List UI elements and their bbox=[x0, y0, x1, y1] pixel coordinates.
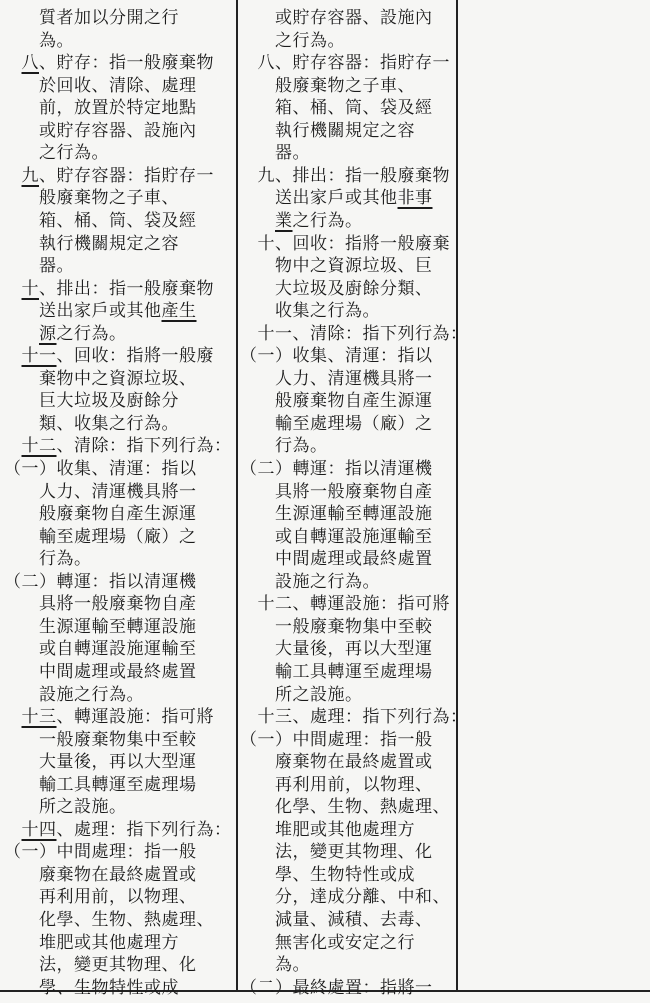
text-span: 執行機關規定之容 bbox=[240, 120, 415, 141]
text-span: 、貯存容器：指貯存一 bbox=[39, 165, 214, 186]
text-span: （一）中間處理：指一般 bbox=[240, 729, 433, 750]
text-span: 之行為。 bbox=[4, 143, 109, 164]
text-span: 所之設施。 bbox=[4, 797, 127, 818]
column-divider-left bbox=[236, 0, 238, 992]
text-span: 無害化或安定之行 bbox=[240, 932, 415, 953]
text-span: 再利用前，以物理、 bbox=[4, 887, 197, 908]
text-span: 法，變更其物理、化 bbox=[240, 842, 433, 863]
text-span: 箱、桶、筒、袋及經 bbox=[240, 98, 433, 119]
text-span: 十二、轉運設施：指可將 bbox=[240, 594, 450, 615]
text-span: 八、貯存容器：指貯存一 bbox=[240, 53, 450, 74]
text-span: 大量後，再以大型運 bbox=[4, 752, 197, 773]
text-span: 送出家戶或其他 bbox=[4, 301, 162, 322]
underlined-text: 源 bbox=[39, 323, 57, 344]
text-span: 生源運輸至轉運設施 bbox=[4, 616, 197, 637]
text-span: 之行為。 bbox=[240, 30, 345, 51]
text-span: 人力、清運機具將一 bbox=[4, 481, 197, 502]
underlined-text: 產生 bbox=[161, 301, 197, 322]
text-span: 再利用前，以物理、 bbox=[240, 774, 433, 795]
text-span: （一）收集、清運：指以 bbox=[240, 346, 433, 367]
text-span: （二）轉運：指以清運機 bbox=[240, 459, 433, 479]
text-span: 送出家戶或其他 bbox=[240, 188, 398, 209]
text-span: 十三、處理：指下列行為： bbox=[240, 707, 468, 728]
text-span: 或自轉運設施運輸至 bbox=[240, 526, 433, 547]
text-span: 、處理：指下列行為： bbox=[56, 819, 232, 840]
text-span: 輸至處理場（廠）之 bbox=[240, 413, 433, 434]
text-span: 物中之資源垃圾、巨 bbox=[240, 256, 433, 277]
text-span: （二）最終處置：指將一 bbox=[240, 977, 433, 998]
text-line bbox=[240, 973, 433, 1003]
text-span: 輸工具轉運至處理場 bbox=[240, 661, 433, 682]
text-span: 或自轉運設施運輸至 bbox=[4, 639, 197, 660]
text-span: 十、回收：指將一般廢棄 bbox=[240, 233, 450, 254]
text-span: 質者加以分開之行 bbox=[4, 8, 179, 28]
text-span: 、貯存：指一般廢棄物 bbox=[39, 53, 214, 74]
text-span: 收集之行為。 bbox=[240, 301, 380, 322]
text-span: 中間處理或最終處置 bbox=[4, 661, 197, 682]
text-span: 之行為。 bbox=[292, 210, 363, 231]
underlined-text: 十二 bbox=[21, 436, 57, 457]
text-span: 大垃圾及廚餘分類、 bbox=[240, 278, 433, 299]
text-span: 般廢棄物自產生源運 bbox=[240, 391, 433, 412]
text-span: 十一、清除：指下列行為： bbox=[240, 323, 468, 344]
text-span: 行為。 bbox=[240, 436, 328, 457]
text-span: 般廢棄物之子車、 bbox=[4, 188, 179, 209]
text-span: 具將一般廢棄物自產 bbox=[240, 481, 433, 502]
text-line bbox=[4, 973, 179, 1003]
text-span: 生源運輸至轉運設施 bbox=[240, 504, 433, 525]
text-span: （一）中間處理：指一般 bbox=[4, 842, 197, 863]
text-span: 、回收：指將一般廢 bbox=[56, 346, 214, 367]
text-span: 巨大垃圾及廚餘分 bbox=[4, 391, 179, 412]
text-span: 之行為。 bbox=[56, 323, 127, 344]
text-span: 器。 bbox=[240, 143, 310, 164]
text-span: 、轉運設施：指可將 bbox=[56, 707, 214, 728]
column-explanation bbox=[458, 0, 650, 992]
text-span: 學、生物特性或成 bbox=[4, 977, 179, 998]
underlined-text: 十 bbox=[21, 278, 39, 299]
text-span: 前，放置於特定地點 bbox=[4, 98, 197, 119]
text-span: 執行機關規定之容 bbox=[4, 233, 179, 254]
text-span: 般廢棄物之子車、 bbox=[240, 75, 415, 96]
text-span: 箱、桶、筒、袋及經 bbox=[4, 210, 197, 231]
text-span: 為。 bbox=[240, 955, 310, 976]
text-span: 一般廢棄物集中至較 bbox=[240, 616, 433, 637]
text-span: 廢棄物在最終處置或 bbox=[240, 752, 433, 773]
text-span: （一）收集、清運：指以 bbox=[4, 459, 197, 479]
text-span: 棄物中之資源垃圾、 bbox=[4, 368, 197, 389]
text-span: 九、排出：指一般廢棄物 bbox=[240, 165, 450, 186]
text-span: 學、生物特性或成 bbox=[240, 864, 415, 885]
text-span: 所之設施。 bbox=[240, 684, 363, 705]
underlined-text: 八 bbox=[21, 53, 39, 74]
text-span: 、清除：指下列行為： bbox=[56, 436, 232, 457]
text-span: 般廢棄物自產生源運 bbox=[4, 504, 197, 525]
text-span: 輸工具轉運至處理場 bbox=[4, 774, 197, 795]
text-span: （二）轉運：指以清運機 bbox=[4, 571, 197, 592]
text-span: 減量、減積、去毒、 bbox=[240, 910, 433, 930]
text-span: 大量後，再以大型運 bbox=[240, 639, 433, 660]
text-span: 堆肥或其他處理方 bbox=[240, 819, 415, 840]
text-span: 化學、生物、熱處理、 bbox=[4, 910, 214, 930]
text-span: 器。 bbox=[4, 256, 74, 277]
text-span: 法，變更其物理、化 bbox=[4, 955, 197, 976]
text-span: 輸至處理場（廠）之 bbox=[4, 526, 197, 547]
text-span: 於回收、清除、處理 bbox=[4, 75, 197, 96]
text-span: 或貯存容器、設施內 bbox=[4, 120, 197, 141]
text-span: 為。 bbox=[4, 30, 74, 51]
text-span: 中間處理或最終處置 bbox=[240, 549, 433, 570]
text-span: 具將一般廢棄物自產 bbox=[4, 594, 197, 615]
underlined-text: 十一 bbox=[21, 346, 57, 367]
underlined-text: 業 bbox=[275, 210, 293, 231]
underlined-text: 非事 bbox=[397, 188, 433, 209]
underlined-text: 十四 bbox=[21, 819, 57, 840]
text-span: 堆肥或其他處理方 bbox=[4, 932, 179, 953]
underlined-text: 十三 bbox=[21, 707, 57, 728]
text-span: 類、收集之行為。 bbox=[4, 413, 179, 434]
text-span: 化學、生物、熱處理、 bbox=[240, 797, 450, 818]
text-span: 分，達成分離、中和、 bbox=[240, 887, 450, 908]
text-span: 、排出：指一般廢棄物 bbox=[39, 278, 214, 299]
text-span: 行為。 bbox=[4, 549, 92, 570]
text-span: 廢棄物在最終處置或 bbox=[4, 864, 197, 885]
text-span: 或貯存容器、設施內 bbox=[240, 8, 433, 28]
text-span: 設施之行為。 bbox=[240, 571, 380, 592]
underlined-text: 九 bbox=[21, 165, 39, 186]
text-span: 設施之行為。 bbox=[4, 684, 144, 705]
text-span: 一般廢棄物集中至較 bbox=[4, 729, 197, 750]
text-span: 人力、清運機具將一 bbox=[240, 368, 433, 389]
